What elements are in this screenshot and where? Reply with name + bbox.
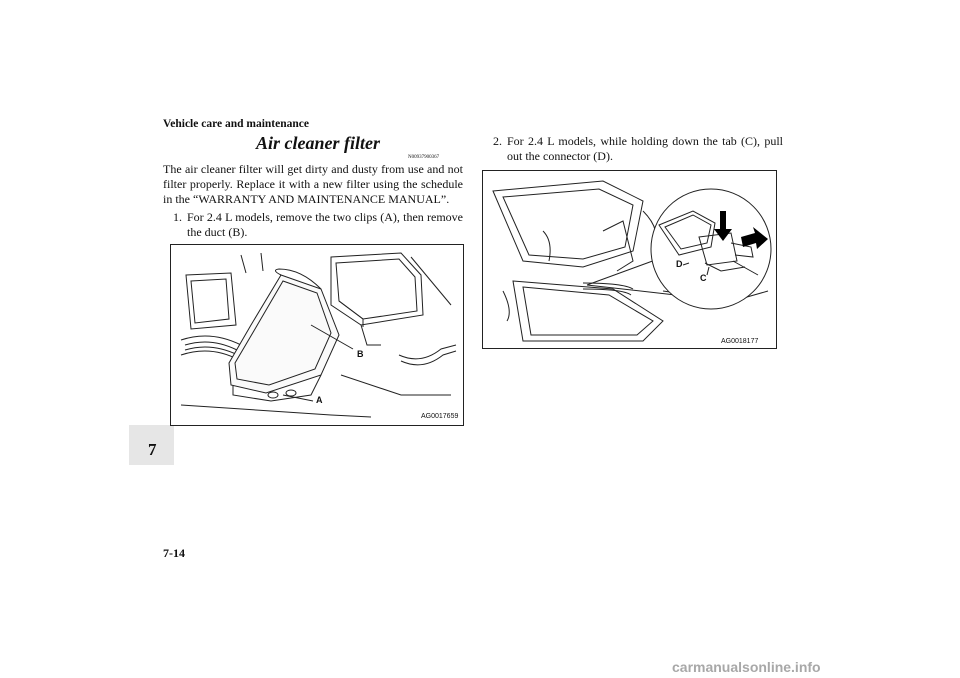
figure-code: AG0017659 <box>421 413 459 420</box>
chapter-number: 7 <box>148 440 157 459</box>
running-header: Vehicle care and maintenance <box>163 118 309 130</box>
step-1-text: For 2.4 L models, remove the two clips (A), then remove the duct (B). <box>187 210 463 239</box>
step-2-number: 2. <box>493 134 502 148</box>
page-number: 7-14 <box>163 546 185 560</box>
label-b: B <box>357 349 364 359</box>
watermark[interactable]: carmanualsonline.info <box>672 659 821 675</box>
section-code: N00937900367 <box>408 155 440 160</box>
connector-illustration <box>483 171 776 348</box>
figure-air-duct <box>170 244 464 426</box>
step-2 <box>493 134 783 164</box>
step-2-text: For 2.4 L models, while holding down the tab (C), pull out the connector (D). <box>507 134 783 163</box>
section-title: Air cleaner filter <box>256 133 380 153</box>
figure-code: AG0018177 <box>721 338 759 345</box>
label-c: C <box>700 273 707 283</box>
step-1-number: 1. <box>173 210 182 224</box>
label-d: D <box>676 259 683 269</box>
figure-connector <box>482 170 777 349</box>
intro-paragraph: The air cleaner filter will get dirty and dusty from use and not filter properly. Replace it with a new filter using the schedule in the “WARRANTY AND MAINTENANCE MANUAL”. <box>163 162 463 206</box>
label-a: A <box>316 395 323 405</box>
step-1 <box>173 210 463 240</box>
